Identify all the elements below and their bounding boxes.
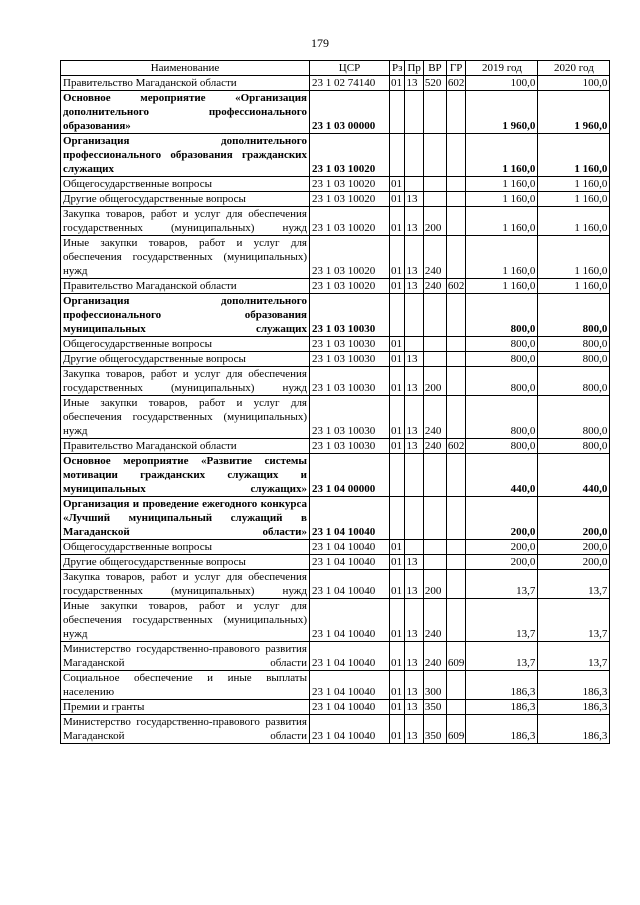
cell-csr: 23 1 03 10020 <box>310 279 390 294</box>
cell-pr: 13 <box>405 555 423 570</box>
cell-csr: 23 1 02 74140 <box>310 76 390 91</box>
cell-csr: 23 1 03 10020 <box>310 192 390 207</box>
cell-name: Другие общегосударственные вопросы <box>61 555 310 570</box>
cell-rz: 01 <box>390 439 405 454</box>
cell-name: Премии и гранты <box>61 700 310 715</box>
cell-gr <box>446 177 466 192</box>
cell-pr: 13 <box>405 396 423 439</box>
cell-2020: 186,3 <box>538 700 610 715</box>
cell-2020: 1 160,0 <box>538 192 610 207</box>
table-row <box>61 439 610 454</box>
table-row <box>61 715 610 744</box>
cell-pr: 13 <box>405 671 423 700</box>
cell-gr <box>446 497 466 540</box>
cell-2019: 1 160,0 <box>466 134 538 177</box>
cell-2020: 800,0 <box>538 337 610 352</box>
cell-2020: 200,0 <box>538 555 610 570</box>
cell-pr <box>405 134 423 177</box>
cell-gr <box>446 671 466 700</box>
header-gr: ГР <box>446 61 466 76</box>
table-row <box>61 555 610 570</box>
table-row <box>61 76 610 91</box>
cell-csr: 23 1 04 10040 <box>310 497 390 540</box>
cell-name: Иные закупки товаров, работ и услуг для обеспечения государственных (муниципальных) нужд <box>61 396 310 439</box>
table-header-row <box>61 61 610 76</box>
cell-2020: 13,7 <box>538 570 610 599</box>
cell-2020: 800,0 <box>538 352 610 367</box>
cell-rz: 01 <box>390 337 405 352</box>
cell-rz: 01 <box>390 671 405 700</box>
header-2020: 2020 год <box>538 61 610 76</box>
cell-2020: 800,0 <box>538 439 610 454</box>
table-row <box>61 207 610 236</box>
cell-name: Общегосударственные вопросы <box>61 177 310 192</box>
cell-name: Организация дополнительного профессионального образования гражданских служащих <box>61 134 310 177</box>
cell-2020: 1 160,0 <box>538 177 610 192</box>
cell-csr: 23 1 03 10020 <box>310 236 390 279</box>
cell-csr: 23 1 04 10040 <box>310 700 390 715</box>
cell-rz: 01 <box>390 352 405 367</box>
cell-vr <box>423 337 446 352</box>
cell-rz: 01 <box>390 236 405 279</box>
cell-vr <box>423 540 446 555</box>
cell-name: Другие общегосударственные вопросы <box>61 192 310 207</box>
cell-2019: 1 160,0 <box>466 236 538 279</box>
table-row <box>61 134 610 177</box>
cell-gr <box>446 396 466 439</box>
table-row <box>61 91 610 134</box>
cell-vr: 240 <box>423 439 446 454</box>
cell-name: Иные закупки товаров, работ и услуг для обеспечения государственных (муниципальных) нужд <box>61 236 310 279</box>
cell-csr: 23 1 03 10020 <box>310 177 390 192</box>
cell-csr: 23 1 03 10020 <box>310 207 390 236</box>
cell-2020: 186,3 <box>538 715 610 744</box>
cell-rz <box>390 91 405 134</box>
cell-csr: 23 1 04 00000 <box>310 454 390 497</box>
cell-rz: 01 <box>390 396 405 439</box>
cell-pr: 13 <box>405 715 423 744</box>
cell-2020: 440,0 <box>538 454 610 497</box>
cell-pr <box>405 497 423 540</box>
cell-vr: 240 <box>423 236 446 279</box>
cell-rz: 01 <box>390 367 405 396</box>
cell-csr: 23 1 03 10030 <box>310 337 390 352</box>
cell-rz: 01 <box>390 700 405 715</box>
cell-gr <box>446 454 466 497</box>
cell-name: Социальное обеспечение и иные выплаты населению <box>61 671 310 700</box>
cell-gr: 609 <box>446 715 466 744</box>
cell-2020: 1 960,0 <box>538 91 610 134</box>
cell-rz: 01 <box>390 540 405 555</box>
cell-gr <box>446 352 466 367</box>
cell-csr: 23 1 03 10030 <box>310 294 390 337</box>
cell-csr: 23 1 03 10030 <box>310 396 390 439</box>
cell-rz: 01 <box>390 642 405 671</box>
cell-rz: 01 <box>390 599 405 642</box>
cell-2019: 800,0 <box>466 439 538 454</box>
cell-pr: 13 <box>405 599 423 642</box>
cell-2020: 1 160,0 <box>538 279 610 294</box>
cell-vr <box>423 555 446 570</box>
table-row <box>61 497 610 540</box>
cell-2019: 200,0 <box>466 497 538 540</box>
cell-csr: 23 1 03 00000 <box>310 91 390 134</box>
cell-gr: 602 <box>447 440 465 452</box>
cell-vr: 350 <box>423 715 446 744</box>
cell-2020: 186,3 <box>538 671 610 700</box>
table-row <box>61 352 610 367</box>
cell-gr <box>446 555 466 570</box>
table-row <box>61 570 610 599</box>
cell-rz <box>390 294 405 337</box>
cell-pr: 13 <box>405 700 423 715</box>
cell-name: Организация и проведение ежегодного конкурса «Лучший муниципальный служащий в Магаданской области» <box>61 497 310 540</box>
budget-table <box>60 60 610 744</box>
cell-2020: 200,0 <box>538 497 610 540</box>
cell-vr <box>423 352 446 367</box>
cell-name: Общегосударственные вопросы <box>61 540 310 555</box>
cell-gr <box>446 570 466 599</box>
cell-2019: 800,0 <box>466 294 538 337</box>
cell-2019: 800,0 <box>466 337 538 352</box>
table-row <box>61 337 610 352</box>
cell-rz <box>390 454 405 497</box>
cell-vr: 240 <box>423 279 446 294</box>
table-row <box>61 192 610 207</box>
cell-pr <box>405 337 423 352</box>
cell-vr: 240 <box>423 599 446 642</box>
table-row <box>61 599 610 642</box>
cell-2020: 200,0 <box>538 540 610 555</box>
cell-pr <box>405 540 423 555</box>
cell-pr: 13 <box>405 76 423 91</box>
header-name: Наименование <box>61 61 310 76</box>
cell-vr <box>423 91 446 134</box>
cell-2019: 1 160,0 <box>466 207 538 236</box>
cell-gr <box>446 294 466 337</box>
cell-rz: 01 <box>390 192 405 207</box>
cell-2020: 800,0 <box>538 367 610 396</box>
cell-2020: 1 160,0 <box>538 207 610 236</box>
cell-gr <box>446 599 466 642</box>
cell-pr: 13 <box>405 439 423 454</box>
cell-rz: 01 <box>390 279 405 294</box>
cell-2020: 1 160,0 <box>538 236 610 279</box>
cell-2020: 13,7 <box>538 599 610 642</box>
table-row <box>61 236 610 279</box>
cell-csr: 23 1 03 10030 <box>310 439 390 454</box>
cell-2019: 186,3 <box>466 715 538 744</box>
cell-gr <box>446 91 466 134</box>
cell-gr <box>446 540 466 555</box>
cell-pr <box>405 91 423 134</box>
cell-2019: 13,7 <box>466 570 538 599</box>
cell-2019: 1 160,0 <box>466 192 538 207</box>
cell-name: Другие общегосударственные вопросы <box>61 352 310 367</box>
cell-name: Организация дополнительного профессионального образования муниципальных служащих <box>61 294 310 337</box>
cell-rz <box>390 497 405 540</box>
cell-2019: 440,0 <box>466 454 538 497</box>
cell-csr: 23 1 03 10020 <box>310 134 390 177</box>
cell-vr <box>423 177 446 192</box>
cell-2019: 13,7 <box>466 599 538 642</box>
cell-gr: 602 <box>447 77 465 89</box>
cell-rz: 01 <box>390 177 405 192</box>
cell-vr: 200 <box>423 367 446 396</box>
cell-csr: 23 1 04 10040 <box>310 715 390 744</box>
cell-pr <box>405 454 423 497</box>
cell-2019: 13,7 <box>466 642 538 671</box>
cell-pr <box>405 177 423 192</box>
table-row <box>61 294 610 337</box>
cell-gr <box>446 207 466 236</box>
cell-csr: 23 1 03 10030 <box>310 367 390 396</box>
cell-vr: 520 <box>423 76 446 91</box>
cell-vr: 350 <box>423 700 446 715</box>
cell-rz: 01 <box>390 715 405 744</box>
cell-name: Правительство Магаданской области <box>61 279 310 294</box>
header-vr: ВР <box>423 61 446 76</box>
cell-2020: 13,7 <box>538 642 610 671</box>
cell-pr: 13 <box>405 192 423 207</box>
cell-name: Общегосударственные вопросы <box>61 337 310 352</box>
cell-2019: 186,3 <box>466 671 538 700</box>
cell-csr: 23 1 04 10040 <box>310 540 390 555</box>
cell-name: Закупка товаров, работ и услуг для обеспечения государственных (муниципальных) нужд <box>61 207 310 236</box>
cell-rz: 01 <box>390 570 405 599</box>
cell-gr <box>446 134 466 177</box>
cell-pr: 13 <box>405 367 423 396</box>
cell-name: Основное мероприятие «Организация дополнительного профессионального образования» <box>61 91 310 134</box>
cell-csr: 23 1 04 10040 <box>310 599 390 642</box>
header-csr: ЦСР <box>310 61 390 76</box>
cell-name: Иные закупки товаров, работ и услуг для обеспечения государственных (муниципальных) нужд <box>61 599 310 642</box>
table-row <box>61 177 610 192</box>
cell-pr: 13 <box>405 352 423 367</box>
cell-csr: 23 1 04 10040 <box>310 642 390 671</box>
cell-name: Министерство государственно-правового развития Магаданской области <box>61 715 310 744</box>
cell-gr <box>446 337 466 352</box>
cell-rz: 01 <box>390 76 405 91</box>
cell-csr: 23 1 03 10030 <box>310 352 390 367</box>
cell-vr: 240 <box>423 396 446 439</box>
cell-pr: 13 <box>405 642 423 671</box>
cell-name: Закупка товаров, работ и услуг для обеспечения государственных (муниципальных) нужд <box>61 570 310 599</box>
table-row <box>61 700 610 715</box>
cell-pr: 13 <box>405 236 423 279</box>
header-rz: Рз <box>390 61 405 76</box>
cell-name: Основное мероприятие «Развитие системы мотивации гражданских служащих и муниципальных служащих» <box>61 454 310 497</box>
cell-gr: 602 <box>447 280 465 292</box>
table-row <box>61 642 610 671</box>
cell-vr: 200 <box>423 570 446 599</box>
table-row <box>61 279 610 294</box>
cell-name: Министерство государственно-правового развития Магаданской области <box>61 642 310 671</box>
cell-rz: 01 <box>390 555 405 570</box>
cell-2019: 1 960,0 <box>466 91 538 134</box>
cell-2019: 1 160,0 <box>466 279 538 294</box>
cell-vr: 200 <box>423 207 446 236</box>
cell-2020: 800,0 <box>538 294 610 337</box>
cell-vr <box>423 454 446 497</box>
cell-2019: 800,0 <box>466 396 538 439</box>
cell-2019: 186,3 <box>466 700 538 715</box>
cell-name: Правительство Магаданской области <box>61 76 310 91</box>
cell-pr: 13 <box>405 279 423 294</box>
cell-2019: 1 160,0 <box>466 177 538 192</box>
cell-gr <box>446 192 466 207</box>
cell-vr <box>423 294 446 337</box>
cell-name: Закупка товаров, работ и услуг для обеспечения государственных (муниципальных) нужд <box>61 367 310 396</box>
table-row <box>61 367 610 396</box>
cell-2020: 1 160,0 <box>538 134 610 177</box>
cell-vr: 300 <box>423 671 446 700</box>
cell-rz <box>390 134 405 177</box>
cell-pr: 13 <box>405 570 423 599</box>
cell-csr: 23 1 04 10040 <box>310 570 390 599</box>
cell-gr <box>446 367 466 396</box>
cell-2020: 100,0 <box>538 76 610 91</box>
cell-pr <box>405 294 423 337</box>
cell-csr: 23 1 04 10040 <box>310 555 390 570</box>
cell-gr <box>446 236 466 279</box>
cell-vr <box>423 497 446 540</box>
header-2019: 2019 год <box>466 61 538 76</box>
table-row <box>61 671 610 700</box>
cell-2019: 200,0 <box>466 555 538 570</box>
table-row <box>61 540 610 555</box>
page-number: 179 <box>311 36 329 50</box>
cell-2019: 800,0 <box>466 352 538 367</box>
cell-vr <box>423 192 446 207</box>
cell-2019: 200,0 <box>466 540 538 555</box>
table-body <box>61 76 610 744</box>
table-row <box>61 454 610 497</box>
cell-2020: 800,0 <box>538 396 610 439</box>
header-pr: Пр <box>405 61 423 76</box>
cell-name: Правительство Магаданской области <box>61 439 310 454</box>
cell-gr <box>446 700 466 715</box>
table-row <box>61 396 610 439</box>
cell-vr: 240 <box>423 642 446 671</box>
cell-2019: 800,0 <box>466 367 538 396</box>
cell-vr <box>423 134 446 177</box>
cell-csr: 23 1 04 10040 <box>310 671 390 700</box>
cell-gr: 609 <box>446 642 466 671</box>
cell-rz: 01 <box>390 207 405 236</box>
cell-pr: 13 <box>405 207 423 236</box>
cell-2019: 100,0 <box>466 76 538 91</box>
